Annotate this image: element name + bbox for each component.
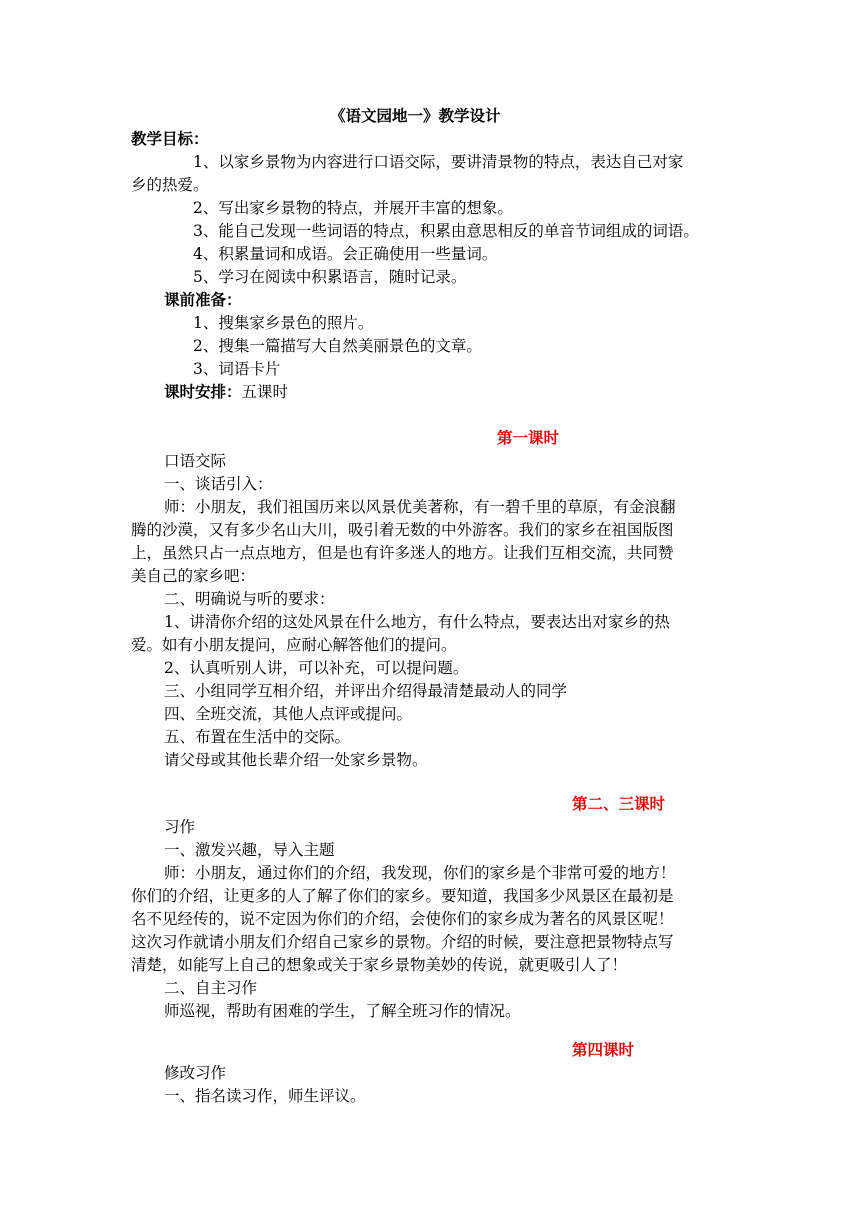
objective-item: 4、积累量词和成语。会正确使用一些量词。 [193, 245, 498, 263]
lesson1-line: 五、布置在生活中的交际。 [164, 728, 351, 746]
lesson23-line: 名不见经传的，说不定因为你们的介绍，会使你们的家乡成为著名的风景区呢！ [131, 910, 674, 928]
lesson1-line: 爱。如有小朋友提问，应耐心解答他们的提问。 [131, 636, 457, 654]
lesson23-line: 师：小朋友，通过你们的介绍，我发现，你们的家乡是个非常可爱的地方！ [164, 864, 676, 882]
objective-item: 5、学习在阅读中积累语言，随时记录。 [193, 268, 467, 286]
lesson1-line: 一、谈话引入： [164, 475, 273, 493]
lesson4-line: 修改习作 [164, 1064, 227, 1082]
lesson1-heading: 第一课时 [497, 429, 560, 447]
lesson1-line: 二、明确说与听的要求： [164, 590, 335, 608]
lesson23-line: 师巡视，帮助有困难的学生，了解全班习作的情况。 [164, 1002, 521, 1020]
schedule-line [164, 380, 288, 404]
preparation-heading: 课前准备： [164, 291, 242, 309]
lesson1-line: 上，虽然只占一点点地方，但是也有许多迷人的地方。让我们互相交流，共同赞 [131, 544, 674, 562]
lesson4-heading: 第四课时 [572, 1041, 635, 1059]
preparation-item: 1、搜集家乡景色的照片。 [193, 314, 374, 332]
preparation-item: 3、词语卡片 [193, 360, 281, 378]
lesson1-line: 口语交际 [164, 452, 227, 470]
lesson23-line: 清楚，如能写上自己的想象或关于家乡景物美妙的传说，就更吸引人了！ [131, 956, 628, 974]
objective-item: 1、以家乡景物为内容进行口语交际，要讲清景物的特点，表达自己对家 [193, 153, 684, 171]
schedule-label: 课时安排： [164, 383, 242, 401]
lesson1-line: 三、小组同学互相介绍，并评出介绍得最清楚最动人的同学 [164, 682, 568, 700]
lesson23-line: 这次习作就请小朋友们介绍自己家乡的景物。介绍的时候，要注意把景物特点写 [131, 933, 674, 951]
objectives-heading: 教学目标： [131, 130, 209, 148]
lesson1-line: 师：小朋友，我们祖国历来以风景优美著称，有一碧千里的草原，有金浪翻 [164, 498, 676, 516]
lesson1-line: 美自己的家乡吧： [131, 567, 256, 585]
objective-item: 3、能自己发现一些词语的特点，积累由意思相反的单音节词组成的词语。 [193, 222, 699, 240]
document-title: 《语文园地一》教学设计 [330, 107, 501, 125]
lesson1-line: 腾的沙漠，又有多少名山大川，吸引着无数的中外游客。我们的家乡在祖国版图 [131, 521, 674, 539]
lesson23-line: 你们的介绍，让更多的人了解了你们的家乡。要知道，我国多少风景区在最初是 [131, 887, 674, 905]
objective-item: 2、写出家乡景物的特点，并展开丰富的想象。 [193, 199, 513, 217]
lesson23-heading: 第二、三课时 [572, 795, 666, 813]
lesson23-line: 习作 [164, 818, 196, 836]
preparation-item: 2、搜集一篇描写大自然美丽景色的文章。 [193, 337, 482, 355]
lesson1-line: 1、讲清你介绍的这处风景在什么地方，有什么特点，要表达出对家乡的热 [164, 613, 670, 631]
schedule-value: 五课时 [241, 383, 289, 401]
lesson23-line: 二、自主习作 [164, 979, 258, 997]
objective-item: 乡的热爱。 [131, 176, 209, 194]
lesson1-line: 请父母或其他长辈介绍一处家乡景物。 [164, 751, 428, 769]
lesson23-line: 一、激发兴趣，导入主题 [164, 841, 335, 859]
lesson1-line: 四、全班交流，其他人点评或提问。 [164, 705, 413, 723]
lesson4-line: 一、指名读习作，师生评议。 [164, 1087, 366, 1105]
lesson1-line: 2、认真听别人讲，可以补充，可以提问题。 [164, 659, 469, 677]
